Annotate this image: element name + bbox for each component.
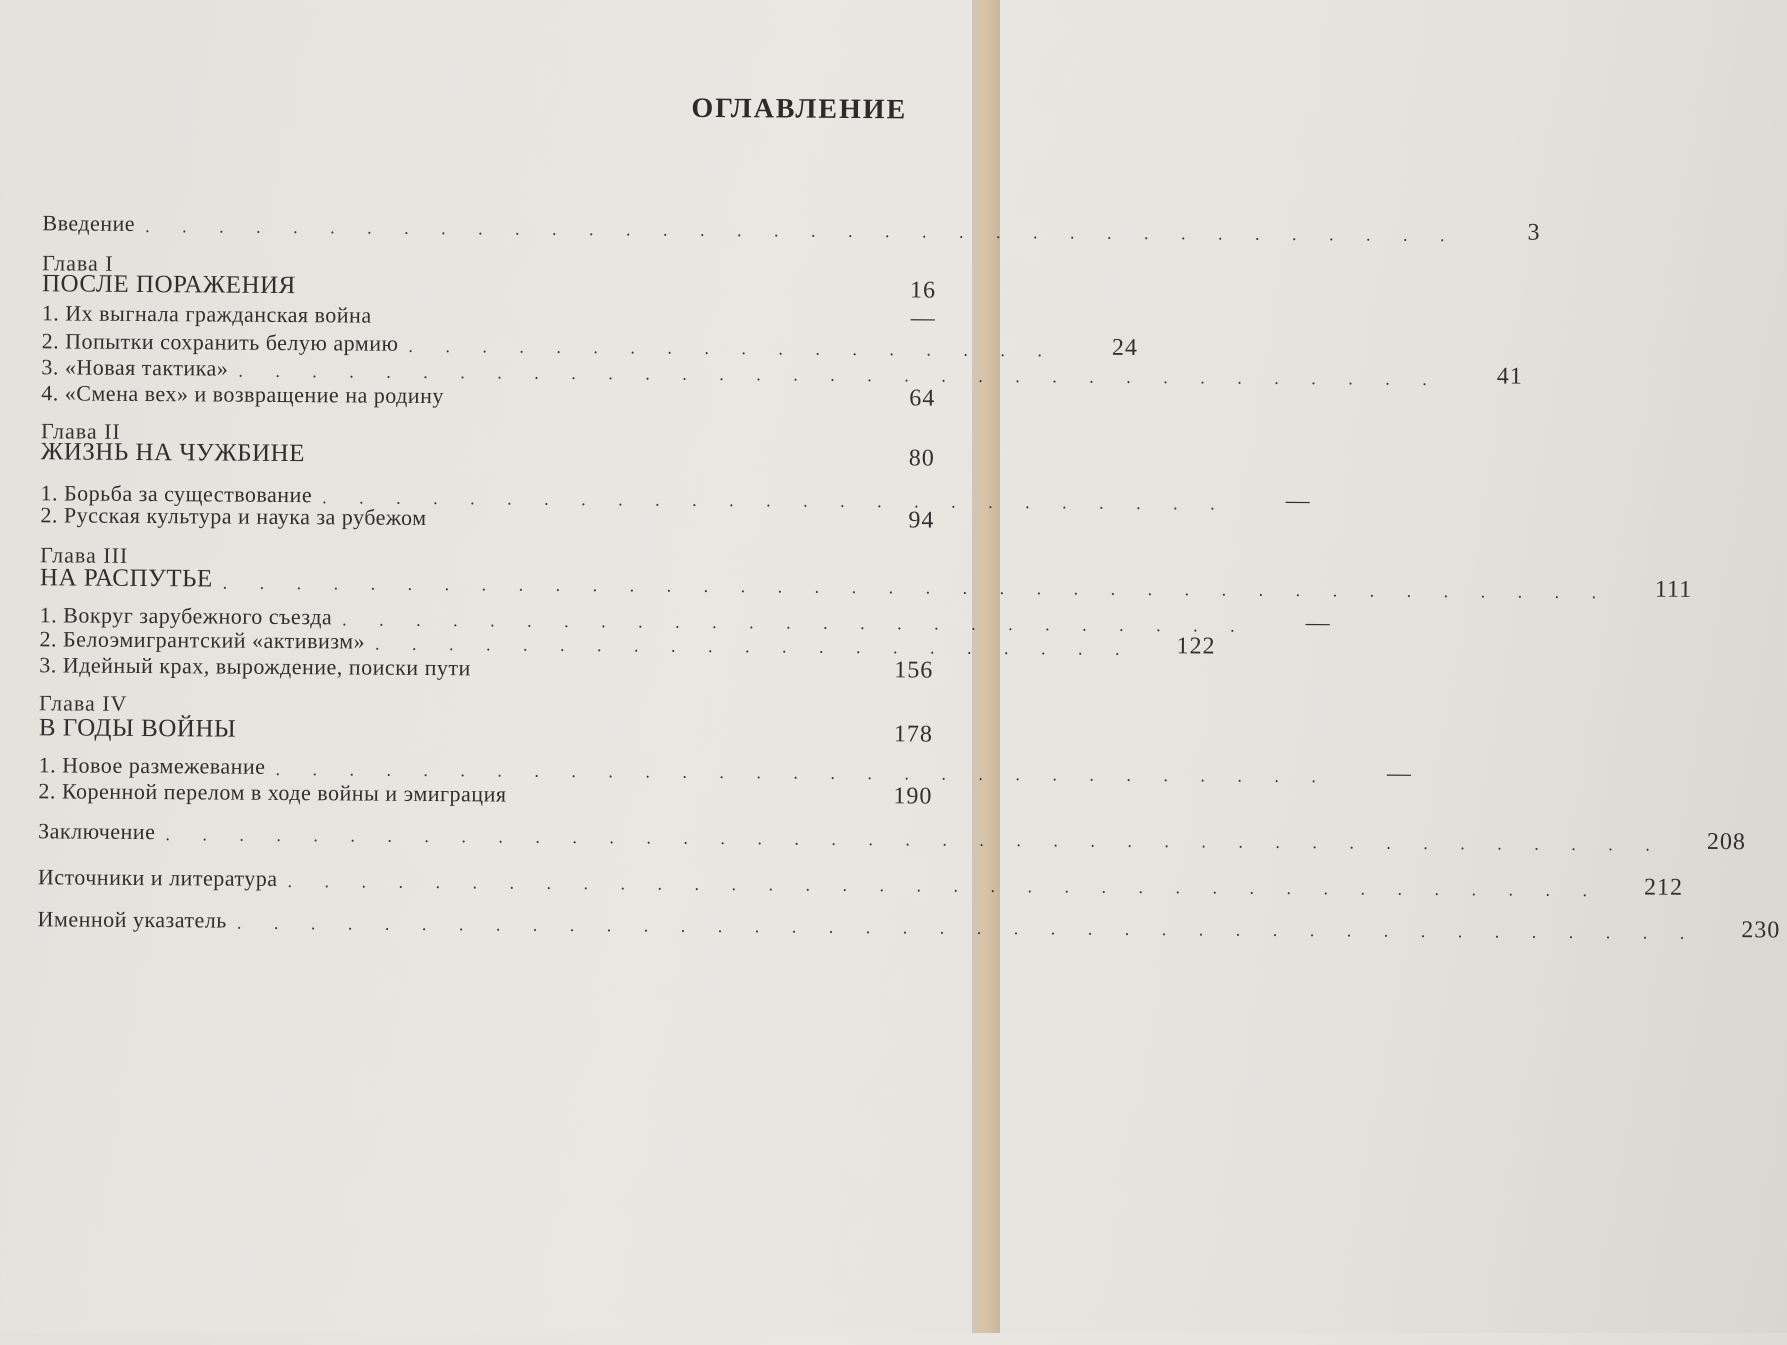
leader-dots: [506, 808, 850, 810]
toc-section-row: [38, 772, 932, 810]
toc-title: ОГЛАВЛЕНИЕ: [691, 92, 908, 126]
toc-entry-sources: [37, 858, 1684, 901]
section-label: 1. Их выгнала гражданская война: [41, 300, 372, 328]
toc-page-number: —: [1285, 487, 1311, 515]
toc-section-row: [40, 496, 934, 534]
book-page-edge: [972, 0, 1000, 1333]
chapter-label: Глава III: [40, 542, 129, 568]
toc-page-number: 3: [1527, 219, 1541, 246]
chapter-title: ЖИЗНЬ НА ЧУЖБИНЕ: [40, 438, 306, 468]
section-label: 1. Борьба за существование: [40, 480, 313, 508]
toc-page-number: 24: [1111, 334, 1139, 361]
section-label: 4. «Смена вех» и возвращение на родину: [41, 380, 444, 409]
toc-page-number: 111: [1654, 576, 1693, 603]
leader-dots: [427, 531, 853, 534]
toc-entry-label: Именной указатель: [37, 906, 227, 933]
chapter-label: Глава II: [40, 418, 121, 444]
toc-page-number: —: [1305, 610, 1331, 637]
toc-page-number: 230: [1741, 917, 1781, 944]
toc-page-number: 122: [1176, 633, 1216, 660]
toc-chapter-title-row: [41, 434, 935, 472]
section-label: 2. Русская культура и наука за рубежом: [40, 502, 427, 530]
toc-page-number: 94: [908, 507, 935, 534]
toc-entry-index: [37, 900, 1781, 944]
leader-dots: [471, 681, 852, 684]
toc-entry-label: Введение: [42, 210, 136, 236]
leader-dots: . . . . . . . . . . . . . . . . . . . . . . . . . . . . . . . . . . . . . .: [222, 572, 1611, 603]
chapter-title: ПОСЛЕ ПОРАЖЕНИЯ: [41, 270, 296, 300]
toc-entry-conclusion: [38, 812, 1746, 856]
toc-page-number: 212: [1643, 874, 1684, 901]
leader-dots: . . . . . . . . . . . . . . . . . . . . . . . . . . . . . . . . .: [238, 360, 1441, 390]
toc-chapter-title-row: [39, 560, 1693, 603]
toc-section-row: [41, 374, 935, 412]
chapter-label: Глава IV: [39, 690, 128, 716]
toc-page-number: 190: [893, 783, 933, 810]
leader-dots: [305, 468, 853, 472]
toc-page-number: —: [910, 305, 936, 332]
section-label: 2. Коренной перелом в ходе войны и эмиграция: [38, 778, 507, 807]
section-label: 2. Белоэмигрантский «активизм»: [39, 626, 366, 654]
section-label: 1. Вокруг зарубежного съезда: [39, 602, 333, 630]
leader-dots: . . . . . . . . . . . . . . . . . . . . . . . . . . . . . . . . . . . .: [145, 216, 1459, 246]
leader-dots: [444, 409, 853, 412]
chapter-title: В ГОДЫ ВОЙНЫ: [38, 714, 237, 743]
toc-page-number: 41: [1496, 363, 1523, 390]
toc-page-number: 178: [893, 721, 933, 748]
section-label: 1. Новое размежевание: [38, 752, 266, 779]
toc-chapter-title-row: [39, 710, 933, 748]
chapter-title: НА РАСПУТЬЕ: [39, 564, 213, 593]
leader-dots: . . . . . . . . . . . . . . . . . . . . . . . . . . . . . . . . . . . .: [287, 871, 1602, 901]
leader-dots: . . . . . . . . . . . . . . . . . . . . . . . . .: [342, 609, 1249, 636]
toc-entry-intro: [42, 204, 1541, 246]
leader-dots: . . . . . . . . . . . . . . . . . . . . .: [374, 633, 1134, 659]
toc-page-number: 64: [909, 385, 936, 412]
leader-dots: . . . . . . . . . . . . . . . . . . . . . . . . . . . . . . . . . . . . . . . .: [236, 912, 1699, 943]
toc-page-number: 16: [909, 277, 937, 304]
section-label: 2. Попытки сохранить белую армию: [41, 328, 399, 356]
chapter-label: Глава I: [42, 250, 114, 276]
toc-page-number: 208: [1706, 828, 1746, 856]
leader-dots: . . . . . . . . . . . . . . . . . . . . . . . . .: [322, 487, 1229, 514]
toc-page-number: 80: [908, 445, 935, 472]
leader-dots: . . . . . . . . . . . . . . . . . . . . . . . . . . . . .: [275, 758, 1331, 787]
leader-dots: . . . . . . . . . . . . . . . . . .: [408, 335, 1056, 361]
toc-section-row: [39, 646, 933, 684]
leader-dots: . . . . . . . . . . . . . . . . . . . . . . . . . . . . . . . . . . . . . . . . .: [165, 824, 1664, 855]
section-label: 3. «Новая тактика»: [41, 354, 229, 381]
toc-entry-label: Заключение: [38, 818, 156, 845]
section-label: 3. Идейный крах, вырождение, поиски пути: [39, 652, 471, 681]
toc-page-number: 156: [894, 657, 934, 684]
toc-entry-label: Источники и литература: [37, 864, 278, 891]
toc-page-number: —: [1386, 760, 1413, 787]
